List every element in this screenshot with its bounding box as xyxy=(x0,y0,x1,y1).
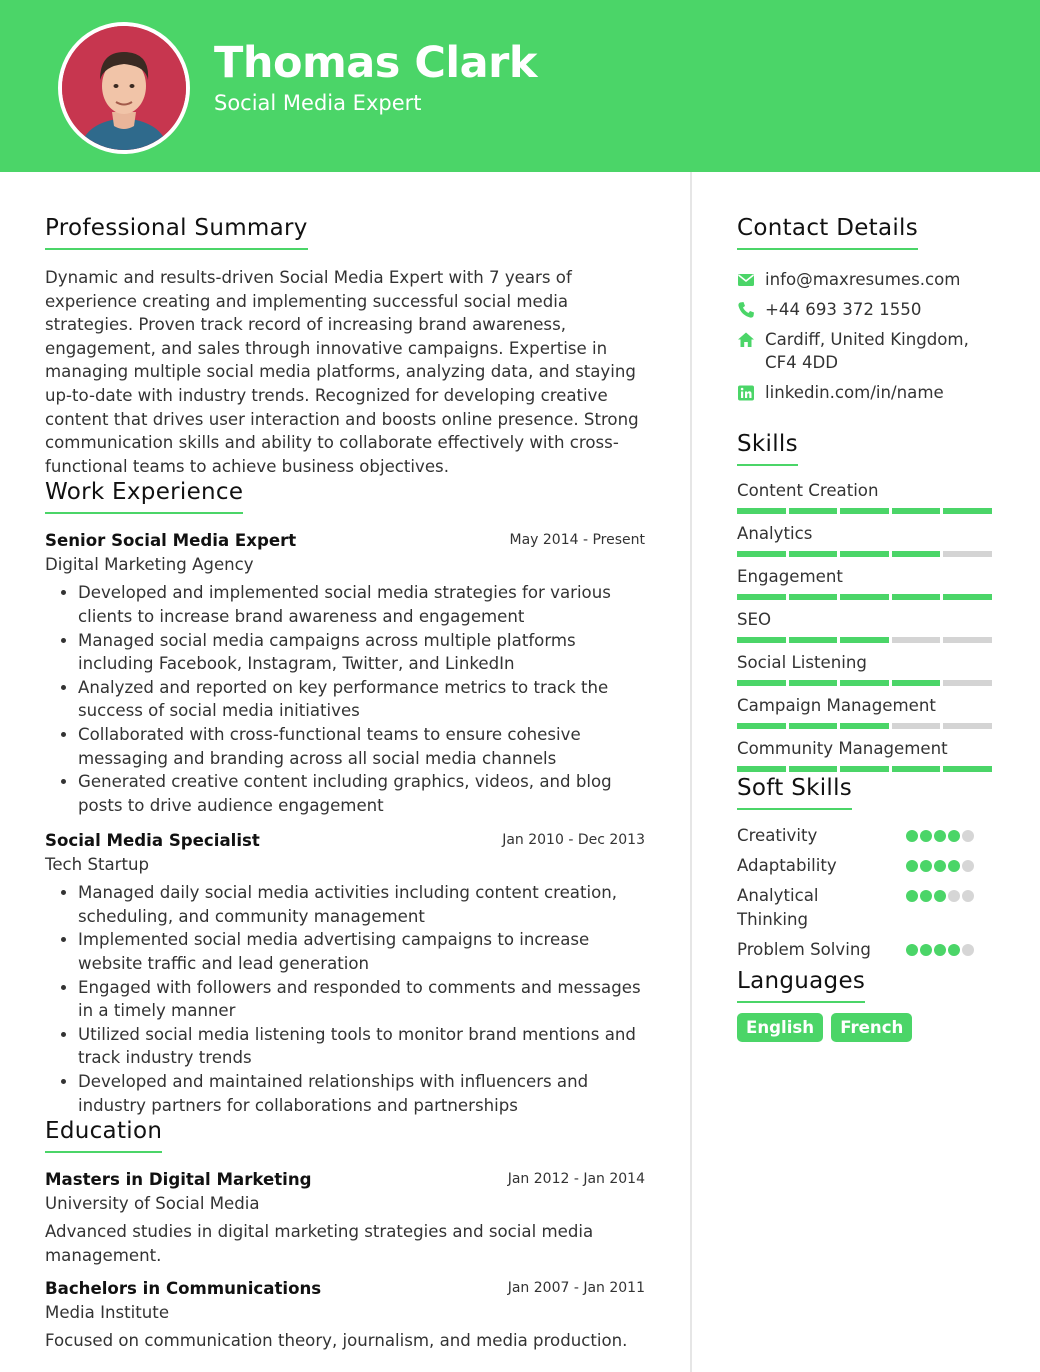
contact-email[interactable] xyxy=(737,268,997,291)
phone-icon xyxy=(737,301,755,319)
soft-skill-dot xyxy=(962,830,974,842)
skill-level-segment xyxy=(892,508,941,514)
soft-skill-dot xyxy=(906,944,918,956)
skill-level-segment xyxy=(789,680,838,686)
soft-skills-heading: Soft Skills xyxy=(737,775,853,801)
languages-list xyxy=(737,1013,997,1042)
education-header xyxy=(45,1279,645,1301)
work-section xyxy=(45,479,645,1117)
education-entry xyxy=(45,1170,645,1267)
skills-list xyxy=(737,480,997,772)
skill-level-segment xyxy=(737,551,786,557)
soft-skill-dot xyxy=(906,890,918,902)
education-degree: Masters in Digital Marketing xyxy=(45,1170,312,1190)
soft-skills-list xyxy=(737,824,997,968)
skill-level-segment xyxy=(943,637,992,643)
education-heading: Education xyxy=(45,1118,163,1145)
contact-email-text: info@maxresumes.com xyxy=(765,270,961,289)
contact-linkedin[interactable] xyxy=(737,381,997,404)
skill-level-bar xyxy=(737,508,992,514)
soft-skill-dot xyxy=(920,890,932,902)
skill-level-segment xyxy=(840,508,889,514)
skill-name: SEO xyxy=(737,610,772,629)
contact-address-line2: CF4 4DD xyxy=(765,353,839,372)
contact-linkedin-text: linkedin.com/in/name xyxy=(765,383,944,402)
bullet-item: • Implemented social media advertising campaigns to increase website traffic and lead generation xyxy=(78,928,645,975)
candidate-title: Social Media Expert xyxy=(214,91,422,115)
skill-level-segment xyxy=(789,551,838,557)
job-bullets xyxy=(45,581,645,817)
skill-level-segment xyxy=(943,680,992,686)
soft-skill-dots xyxy=(906,890,986,916)
contact-heading-rule xyxy=(737,248,918,250)
soft-skill-dot xyxy=(920,860,932,872)
summary-heading-wrap xyxy=(45,215,308,268)
soft-skill-name: Adaptability xyxy=(737,856,837,875)
summary-section xyxy=(45,215,645,478)
soft-skills-section xyxy=(737,775,997,968)
skill-level-segment xyxy=(789,594,838,600)
education-heading-rule xyxy=(45,1151,162,1153)
education-degree: Bachelors in Communications xyxy=(45,1279,322,1299)
contact-phone-text: +44 693 372 1550 xyxy=(765,300,922,319)
soft-skill-row xyxy=(737,854,997,884)
skill-level-segment xyxy=(789,766,838,772)
skills-heading-wrap xyxy=(737,431,798,480)
skill-level-segment xyxy=(840,551,889,557)
soft-skill-dots xyxy=(906,860,986,886)
job-role: Social Media Specialist xyxy=(45,831,260,851)
skill-name: Engagement xyxy=(737,567,843,586)
skill-level-segment xyxy=(789,508,838,514)
linkedin-icon xyxy=(737,384,755,402)
soft-skill-name: Problem Solving xyxy=(737,940,871,959)
bullet-item: • Utilized social media listening tools to monitor brand mentions and track industry trends xyxy=(78,1023,645,1070)
skill-level-segment xyxy=(840,637,889,643)
education-school: University of Social Media xyxy=(45,1194,260,1214)
education-school: Media Institute xyxy=(45,1303,170,1323)
soft-skills-heading-wrap xyxy=(737,775,852,824)
job-date: May 2014 - Present xyxy=(509,532,645,549)
skill-level-segment xyxy=(840,766,889,772)
person-photo-icon xyxy=(62,26,186,150)
soft-skill-dots xyxy=(906,830,986,856)
education-date: Jan 2007 - Jan 2011 xyxy=(507,1280,645,1297)
bullet-item: • Managed social media campaigns across multiple platforms including Facebook, Instagram, Twitter, and LinkedIn xyxy=(78,629,645,676)
skill-level-segment xyxy=(737,637,786,643)
soft-skill-dot xyxy=(906,830,918,842)
skill-level-segment xyxy=(943,551,992,557)
skill-level-bar xyxy=(737,680,992,686)
job-role: Senior Social Media Expert xyxy=(45,531,297,551)
soft-skill-dot xyxy=(934,944,946,956)
soft-skill-dot xyxy=(948,944,960,956)
education-heading-wrap xyxy=(45,1118,162,1171)
bullet-item: • Managed daily social media activities including content creation, scheduling, and community management xyxy=(78,881,645,928)
soft-skill-row xyxy=(737,938,997,968)
language-badge: English xyxy=(737,1013,823,1042)
column-divider xyxy=(690,172,692,1372)
languages-heading: Languages xyxy=(737,968,866,994)
skill-level-segment xyxy=(840,723,889,729)
skill-level-segment xyxy=(943,508,992,514)
languages-heading-rule xyxy=(737,1001,865,1003)
skill-level-segment xyxy=(737,723,786,729)
side-column xyxy=(737,215,997,1042)
soft-skills-heading-rule xyxy=(737,808,852,810)
soft-skill-dot xyxy=(948,830,960,842)
skill-level-segment xyxy=(892,551,941,557)
skill-level-segment xyxy=(943,723,992,729)
contact-address xyxy=(737,328,997,374)
contact-phone[interactable] xyxy=(737,298,997,321)
soft-skill-name: Analytical Thinking xyxy=(737,886,819,929)
skills-heading: Skills xyxy=(737,431,798,457)
bullet-item: • Analyzed and reported on key performance metrics to track the success of social media initiatives xyxy=(78,676,645,723)
education-header xyxy=(45,1170,645,1192)
skill-level-segment xyxy=(943,766,992,772)
soft-skill-dot xyxy=(962,860,974,872)
summary-text: Dynamic and results-driven Social Media Expert with 7 years of experience creating and implementing successful social media strategies. Proven track record of increasing brand awareness, engagement, and sales through innovative campaigns. Expertise in managing multiple social media platforms, analyzing data, and staying up-to-date with industry trends. Recognized for developing creative content that drives user interaction and boosts online presence. Strong communication skills and ability to collaborate effectively with cross-functional teams to achieve business objectives. xyxy=(45,268,639,476)
bullet-item: • Developed and implemented social media strategies for various clients to increase brand awareness and engagement xyxy=(78,581,645,628)
work-heading-wrap xyxy=(45,479,243,532)
soft-skill-name: Creativity xyxy=(737,826,818,845)
skill-level-segment xyxy=(892,723,941,729)
contact-heading-wrap xyxy=(737,215,918,268)
skill-level-segment xyxy=(840,680,889,686)
summary-heading: Professional Summary xyxy=(45,215,308,241)
skill-level-bar xyxy=(737,637,992,643)
skill-level-segment xyxy=(892,680,941,686)
soft-skill-dot xyxy=(962,944,974,956)
work-heading-rule xyxy=(45,512,243,514)
skill-level-segment xyxy=(789,723,838,729)
soft-skill-row xyxy=(737,884,997,938)
education-date: Jan 2012 - Jan 2014 xyxy=(507,1171,645,1188)
soft-skill-dot xyxy=(934,890,946,902)
envelope-icon xyxy=(737,271,755,289)
work-heading: Work Experience xyxy=(45,479,244,506)
contact-section xyxy=(737,215,997,404)
skill-level-segment xyxy=(892,594,941,600)
language-badge: French xyxy=(831,1013,912,1042)
candidate-name: Thomas Clark xyxy=(214,38,537,88)
skill-level-segment xyxy=(943,594,992,600)
main-column xyxy=(45,215,645,1353)
education-entry xyxy=(45,1279,645,1353)
job-bullets xyxy=(45,881,645,1117)
avatar xyxy=(58,22,190,154)
skill-name: Community Management xyxy=(737,739,948,758)
summary-heading-rule xyxy=(45,248,308,250)
skill-level-bar xyxy=(737,723,992,729)
soft-skill-dot xyxy=(920,944,932,956)
soft-skill-dot xyxy=(934,830,946,842)
skill-level-bar xyxy=(737,594,992,600)
soft-skill-row xyxy=(737,824,997,854)
job-header xyxy=(45,531,645,553)
job-entry xyxy=(45,531,645,817)
skill-level-segment xyxy=(737,594,786,600)
bullet-item: • Engaged with followers and responded to comments and messages in a timely manner xyxy=(78,976,645,1023)
soft-skill-dot xyxy=(934,860,946,872)
skill-level-bar xyxy=(737,766,992,772)
job-entry xyxy=(45,831,645,1117)
skill-level-segment xyxy=(789,637,838,643)
soft-skill-dot xyxy=(948,860,960,872)
education-desc: Focused on communication theory, journalism, and media production. xyxy=(45,1331,628,1351)
soft-skill-dot xyxy=(920,830,932,842)
contact-address-line1: Cardiff, United Kingdom, xyxy=(765,330,969,349)
skill-name: Analytics xyxy=(737,524,813,543)
education-section xyxy=(45,1118,645,1353)
skill-level-segment xyxy=(737,508,786,514)
skill-level-segment xyxy=(892,637,941,643)
job-company: Tech Startup xyxy=(45,855,150,875)
contact-heading: Contact Details xyxy=(737,215,919,241)
skill-level-segment xyxy=(737,766,786,772)
skills-heading-rule xyxy=(737,464,798,466)
languages-section xyxy=(737,968,997,1042)
job-date: Jan 2010 - Dec 2013 xyxy=(502,832,645,849)
soft-skill-dot xyxy=(906,860,918,872)
job-company: Digital Marketing Agency xyxy=(45,555,254,575)
skills-section xyxy=(737,431,997,772)
skill-level-segment xyxy=(892,766,941,772)
education-desc: Advanced studies in digital marketing strategies and social media management. xyxy=(45,1222,594,1265)
skill-level-segment xyxy=(737,680,786,686)
soft-skill-dots xyxy=(906,944,986,970)
skill-name: Social Listening xyxy=(737,653,867,672)
soft-skill-dot xyxy=(962,890,974,902)
skill-name: Content Creation xyxy=(737,481,879,500)
languages-heading-wrap xyxy=(737,968,865,1017)
bullet-item: • Collaborated with cross-functional teams to ensure cohesive messaging and branding across all social media channels xyxy=(78,723,645,770)
bullet-item: • Developed and maintained relationships with influencers and industry partners for collaborations and partnerships xyxy=(78,1070,645,1117)
skill-name: Campaign Management xyxy=(737,696,936,715)
home-icon xyxy=(737,331,755,349)
header-banner xyxy=(0,0,1040,172)
skill-level-segment xyxy=(840,594,889,600)
bullet-item: • Generated creative content including graphics, videos, and blog posts to drive audience engagement xyxy=(78,770,645,817)
soft-skill-dot xyxy=(948,890,960,902)
job-header xyxy=(45,831,645,853)
skill-level-bar xyxy=(737,551,992,557)
